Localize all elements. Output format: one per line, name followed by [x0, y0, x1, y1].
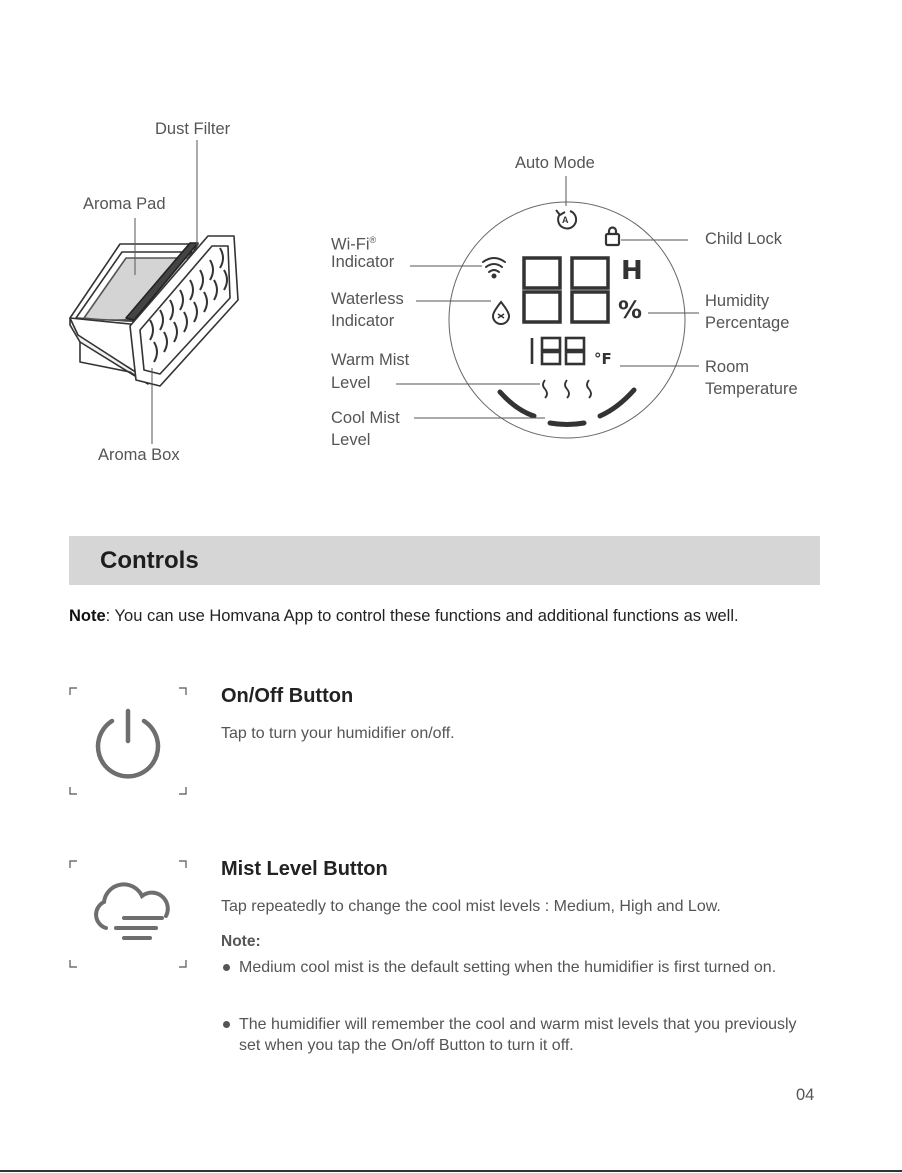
lcd-percent-glyph: %	[618, 296, 643, 324]
water-drop-icon	[493, 302, 509, 324]
label-auto-mode: Auto Mode	[515, 154, 595, 172]
label-aroma-box: Aroma Box	[98, 446, 180, 464]
lcd-h-glyph: H	[621, 256, 643, 286]
label-warm-mist: Warm Mist	[331, 351, 410, 369]
onoff-icon-frame	[66, 683, 190, 799]
label-dust-filter: Dust Filter	[155, 120, 231, 138]
section-title: Controls	[100, 547, 199, 574]
app-note	[69, 604, 829, 628]
mist-note-heading: Note:	[221, 933, 261, 950]
mist-cloud-icon	[96, 884, 168, 938]
lcd-display	[449, 202, 685, 438]
label-warm-mist-line2: Level	[331, 374, 371, 392]
power-icon	[98, 711, 158, 776]
label-waterless-line2: Indicator	[331, 312, 395, 330]
onoff-title: On/Off Button	[221, 685, 354, 707]
label-waterless: Waterless	[331, 290, 404, 308]
label-humidity: Humidity	[705, 292, 770, 310]
label-aroma-pad: Aroma Pad	[83, 195, 166, 213]
label-cool-mist-line2: Level	[331, 431, 371, 449]
product-diagram	[0, 0, 902, 520]
mist-level-description: Tap repeatedly to change the cool mist levels : Medium, High and Low.	[221, 898, 721, 915]
warm-mist-icon	[543, 380, 591, 398]
aroma-box-illustration	[70, 236, 238, 386]
mist-note-bullet-2: The humidifier will remember the cool and warm mist levels that you previously set when you tap the On/off Button to turn it off.	[221, 1014, 821, 1056]
bottom-rule	[0, 1170, 902, 1172]
label-wifi-indicator: Wi-Fi®	[331, 235, 377, 254]
note-text: : You can use Homvana App to control these functions and additional functions as well.	[105, 607, 739, 625]
label-room-temp: Room	[705, 358, 750, 376]
lcd-fahrenheit-glyph: °F	[594, 350, 612, 368]
humidity-digits	[524, 258, 608, 322]
cool-mist-level-bars	[500, 390, 634, 425]
label-wifi-indicator-line2: Indicator	[331, 253, 395, 271]
mist-level-title: Mist Level Button	[221, 858, 388, 880]
note-label: Note	[69, 607, 106, 625]
label-humidity-line2: Percentage	[705, 314, 790, 332]
label-child-lock: Child Lock	[705, 230, 783, 248]
lock-icon	[606, 228, 619, 246]
onoff-description: Tap to turn your humidifier on/off.	[221, 725, 455, 742]
section-header-bar	[69, 536, 820, 585]
label-room-temp-line2: Temperature	[705, 380, 798, 398]
lcd-auto-letter: A	[562, 215, 569, 225]
page-number: 04	[796, 1086, 815, 1104]
mist-note-bullet-1: Medium cool mist is the default setting when the humidifier is first turned on.	[221, 957, 821, 978]
mist-icon-frame	[66, 856, 190, 972]
temperature-digits	[532, 338, 584, 364]
wifi-icon	[483, 258, 505, 278]
label-cool-mist: Cool Mist	[331, 409, 400, 427]
